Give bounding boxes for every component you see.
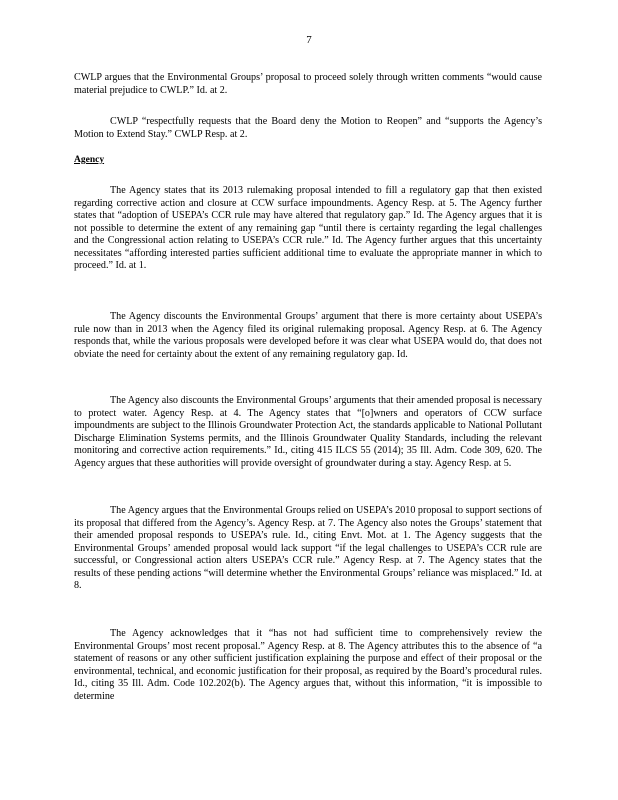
agency-paragraph-5 bbox=[74, 628, 542, 703]
cwlp-paragraph-1 bbox=[74, 72, 542, 97]
agency-paragraph-4 bbox=[74, 505, 542, 593]
paragraph-text: CWLP “respectfully requests that the Board deny the Motion to Reopen” and “supports the Agency’s Motion to Extend Stay.” CWLP Resp. at 2. bbox=[74, 116, 542, 140]
paragraph-text: The Agency acknowledges that it “has not had sufficient time to comprehensively review the Environmental Groups’ most recent proposal.” Agency Resp. at 8. The Agency attributes this to the absence of “a statement of reasons or any other sufficient justification explaining the purpose and effect of their proposal or the environmental, technical, and economic justification for their proposal, as required by the Board’s procedural rules. Id., citing 35 Ill. Adm. Code 102.202(b). The Agency argues that, without this information, “it is impossible to determine bbox=[74, 628, 542, 702]
paragraph-text: The Agency also discounts the Environmental Groups’ arguments that their amended proposal is necessary to protect water. Agency Resp. at 4. The Agency states that “[o]wners and operators of CCW surface impoundments are subject to the Illinois Groundwater Protection Act, the standards applicable to National Pollutant Discharge Elimination Systems permits, and the Illinois Groundwater Quality Standards, including the relevant monitoring and corrective action requirements.” Id., citing 415 ILCS 55 (2014); 35 Ill. Adm. Code 309, 620. The Agency argues that these authorities will provide oversight of groundwater during a stay. Agency Resp. at 5. bbox=[74, 395, 542, 469]
agency-paragraph-1 bbox=[74, 185, 542, 273]
cwlp-paragraph-2 bbox=[74, 116, 542, 141]
paragraph-text: CWLP argues that the Environmental Groups’ proposal to proceed solely through written comments “would cause material prejudice to CWLP.” Id. at 2. bbox=[74, 72, 542, 96]
paragraph-text: The Agency states that its 2013 rulemaking proposal intended to fill a regulatory gap that then existed regarding corrective action and closure at CCW surface impoundments. Agency Resp. at 5. The Agency further states that “adoption of USEPA’s CCR rule may have altered that regulatory gap.” Id. The Agency argues that it is not possible to determine the extent of any remaining gap “until there is certainty regarding the legal challenges and the Congressional action relating to USEPA’s CCR rule.” Id. The Agency further argues that this uncertainty necessitates “affording interested parties sufficient additional time to evaluate the appropriate manner in which to proceed.” Id. at 1. bbox=[74, 185, 542, 271]
section-heading-agency: Agency bbox=[74, 155, 105, 165]
agency-paragraph-3 bbox=[74, 395, 542, 470]
paragraph-text: The Agency discounts the Environmental Groups’ argument that there is more certainty about USEPA’s rule now than in 2013 when the Agency filed its original rulemaking proposal. Agency Resp. at 6. The Agency responds that, while the various proposals were developed before it was clear what USEPA would do, that does not obviate the need for certainty about the extent of any remaining regulatory gap. Id. bbox=[74, 311, 542, 360]
paragraph-text: The Agency argues that the Environmental Groups relied on USEPA’s 2010 proposal to support sections of its proposal that differed from the Agency’s. Agency Resp. at 7. The Agency also notes the Groups’ statement that their amended proposal responds to USEPA’s rule. Id., citing Envt. Mot. at 1. The Agency suggests that the Environmental Groups’ amended proposal would lack support “if the legal challenges to USEPA’s CCR rule are successful, or Congressional action alters USEPA’s CCR rule.” Agency Resp. at 7. The Agency states that the results of these pending actions “will determine whether the Environmental Groups’ reliance was misplaced.” Id. at 8. bbox=[74, 505, 542, 591]
agency-paragraph-2 bbox=[74, 311, 542, 361]
page-number: 7 bbox=[306, 34, 312, 46]
